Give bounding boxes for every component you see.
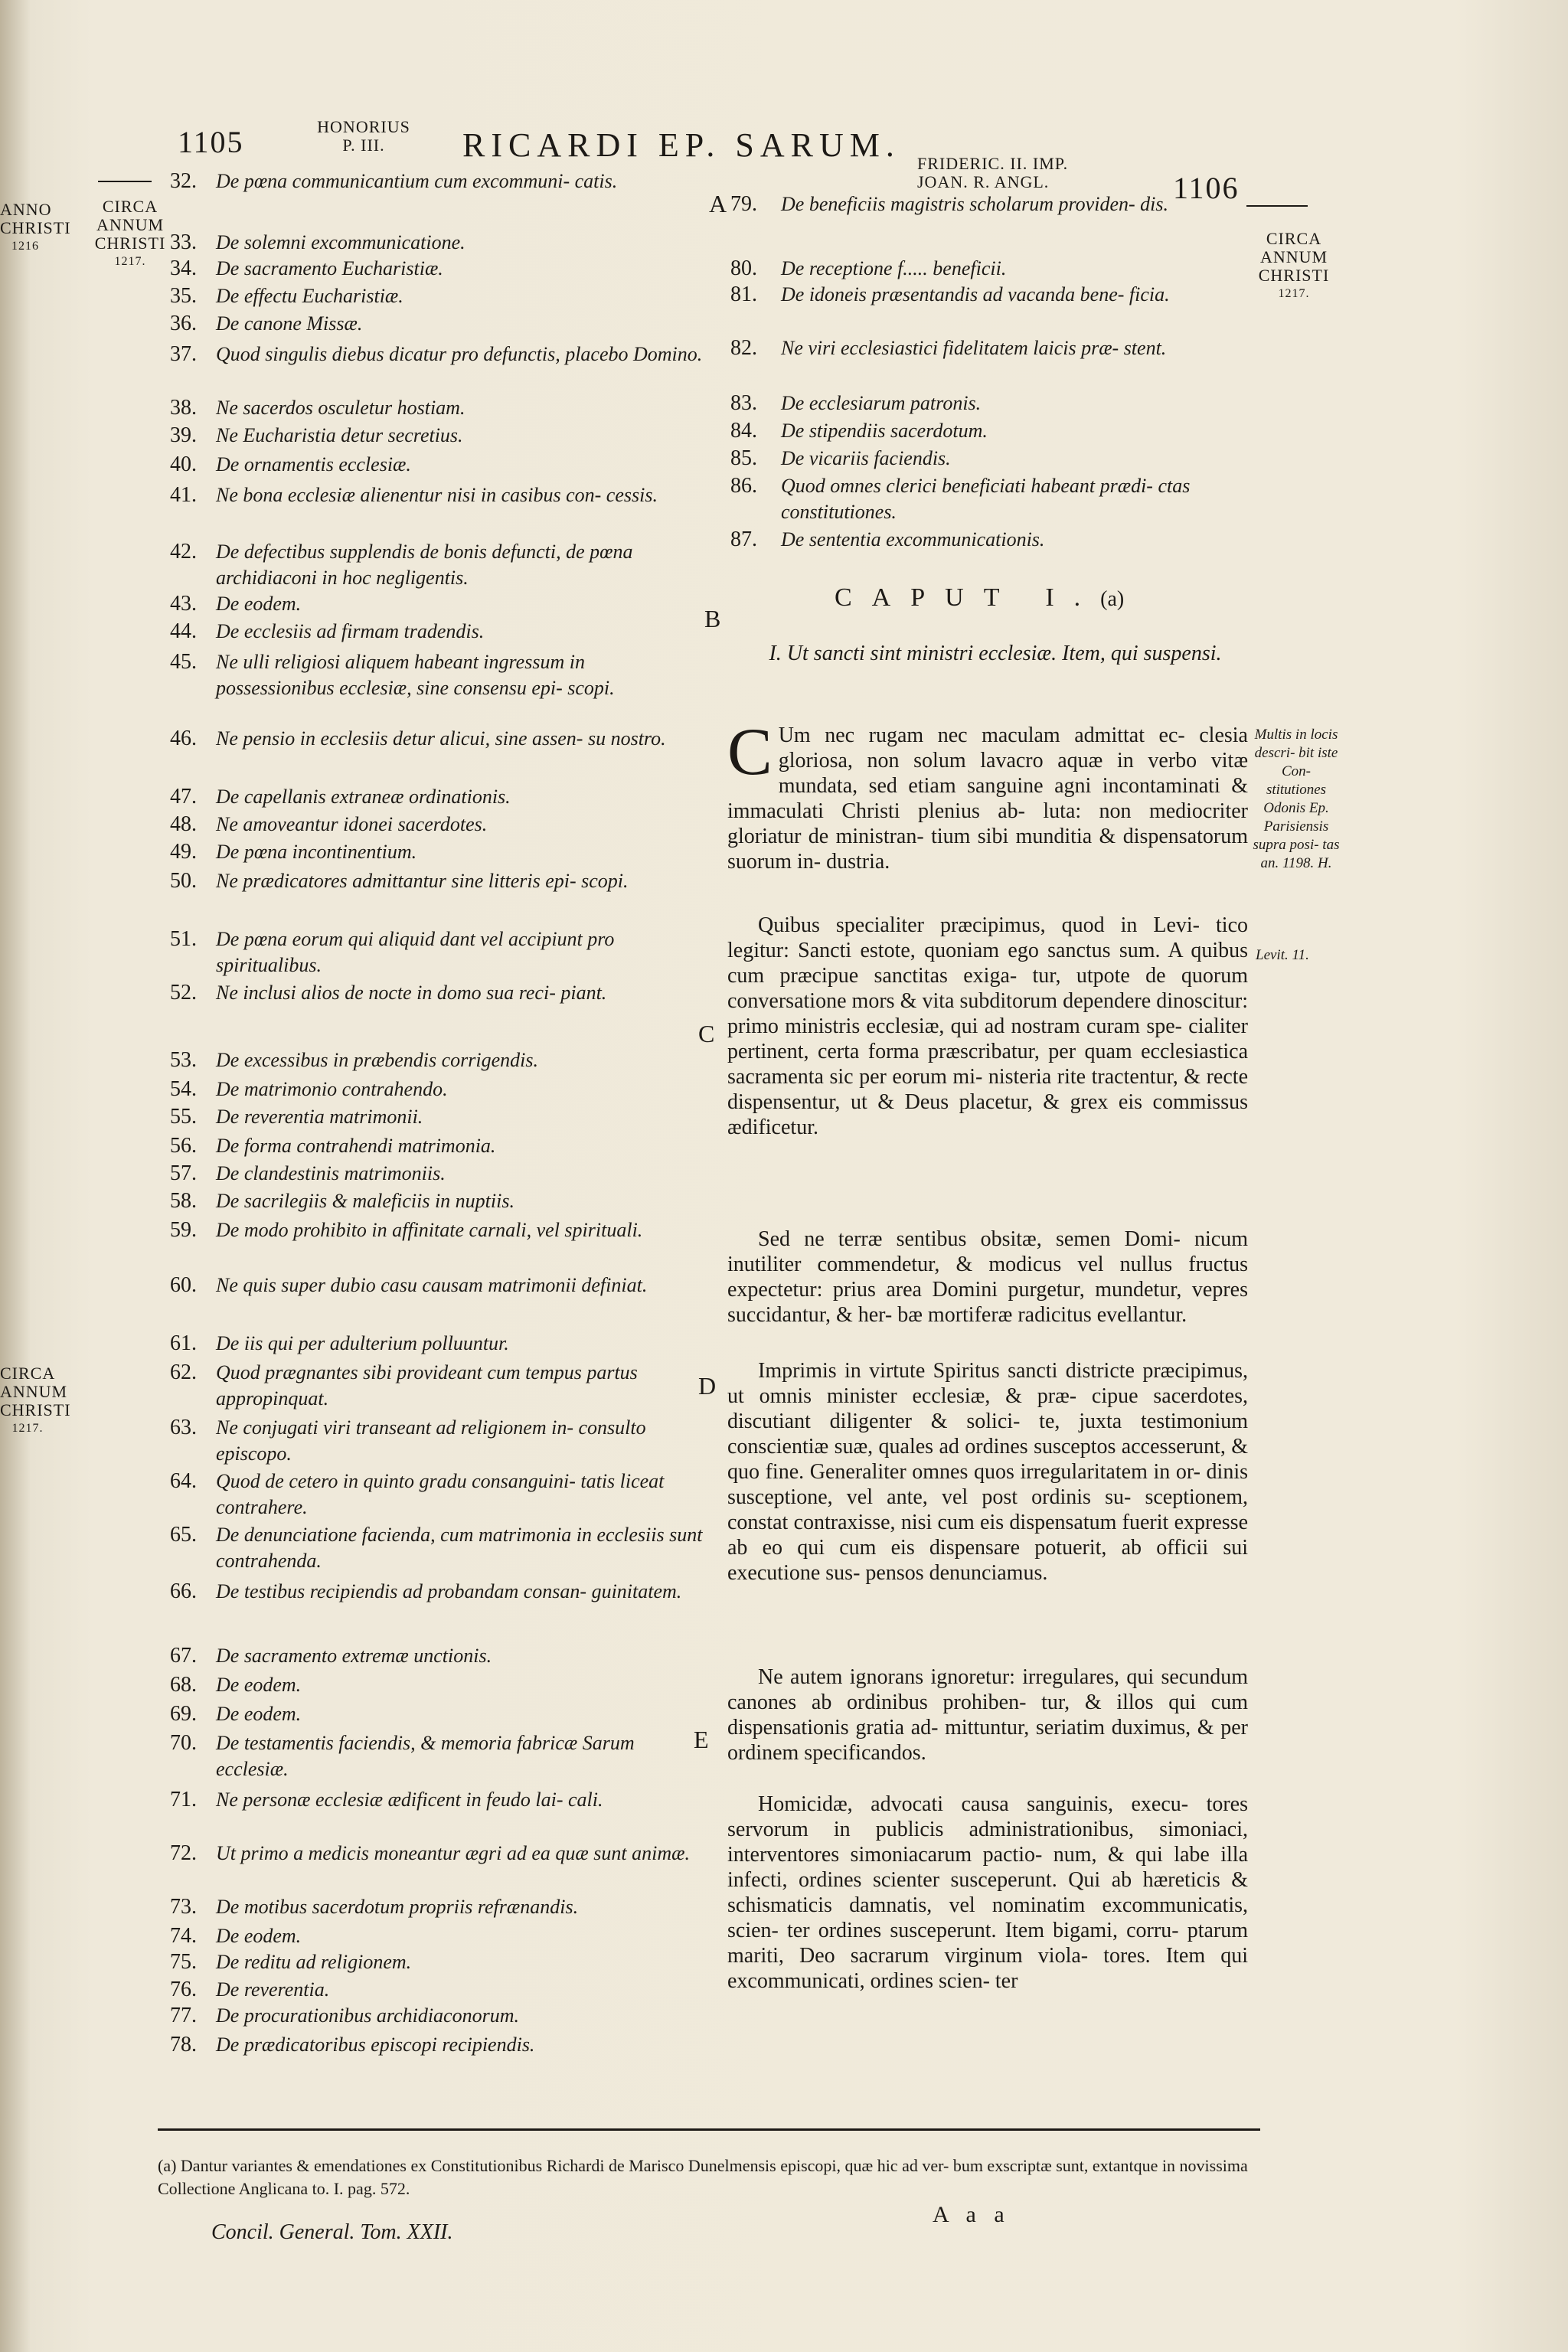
toc-entry-number: 37. — [170, 342, 197, 366]
toc-entry — [170, 283, 706, 309]
body-paragraph-2: Quibus specialiter præcipimus, quod in Levi- tico legitur: Sancti estote, quoniam ego sanctus sum. A quibus cum præcipue sanctitas exiga- tur, utpote de quorum conversatione mors & vita subditorum dependere dinoscitur: primo ministris ecclesiæ, qui ad nostram curam spe- cialiter pertinent, certa forma præscribatur, per quam ecclesiastica sacramenta sic per eorum mi- nisteria rite tractentur, & recte dispensentur, ut & Deus placetur, & grex eis commissus ædificetur. — [727, 913, 1248, 1139]
circa-line-3: CHRISTI — [94, 234, 166, 253]
toc-entry — [170, 839, 706, 865]
header-rule-left — [98, 181, 152, 182]
toc-entry — [730, 473, 1251, 525]
toc-entry-number: 58. — [170, 1189, 197, 1213]
toc-entry — [170, 1076, 706, 1102]
toc-entry — [170, 868, 706, 894]
toc-entry — [170, 980, 706, 1006]
circa-line-1: CIRCA — [1266, 229, 1322, 248]
toc-entry — [730, 527, 1251, 553]
toc-entry — [730, 282, 1251, 308]
toc-entry-title: De pœna incontinentium. — [216, 841, 417, 863]
toc-entry-title: De iis qui per adulterium polluuntur. — [216, 1332, 509, 1354]
toc-entry-title: De denunciatione facienda, cum matrimonia in ecclesiis sunt contrahenda. — [216, 1524, 703, 1572]
toc-entry-number: 66. — [170, 1579, 197, 1603]
page-number-right: 1106 — [1173, 171, 1240, 205]
toc-entry-title: De eodem. — [216, 1674, 302, 1696]
ruler-label — [917, 155, 1116, 191]
toc-entry-number: 84. — [730, 419, 757, 443]
toc-entry-title: De capellanis extraneæ ordinationis. — [216, 786, 511, 808]
toc-entry — [170, 1104, 706, 1130]
toc-entry — [170, 395, 706, 421]
section-letter-a: A — [709, 190, 727, 217]
toc-entry — [170, 1672, 706, 1698]
toc-entry-title: De eodem. — [216, 1925, 302, 1947]
toc-entry — [170, 1949, 706, 1975]
caput-heading — [835, 583, 1124, 612]
toc-entry-title: De sacramento Eucharistiæ. — [216, 257, 443, 279]
anno-christi-note — [0, 200, 71, 256]
toc-entry — [730, 418, 1251, 444]
caput-footnote-ref: (a) — [1100, 587, 1125, 611]
toc-entry-title: De ornamentis ecclesiæ. — [216, 453, 411, 475]
ruler-line-1: FRIDERIC. II. IMP. — [917, 154, 1069, 173]
toc-entry-number: 65. — [170, 1523, 197, 1547]
toc-entry-title: De reverentia matrimonii. — [216, 1106, 423, 1128]
paragraph-1-text: Um nec rugam nec maculam admittat ec- clesia gloriosa, non solum lavacro aquæ in verbo vitæ mundata, sed etiam sanguine agni incontaminati & immaculati Christi plenius ab- luta: non mediocriter gloriatur de ministran- tium sibi munditia & dispensatorum suorum in- dustria. — [727, 724, 1248, 874]
toc-entry-number: 46. — [170, 727, 197, 750]
toc-entry — [170, 649, 706, 701]
toc-entry-title: Ne sacerdos osculetur hostiam. — [216, 397, 466, 419]
toc-entry-number: 51. — [170, 927, 197, 951]
toc-entry-number: 32. — [170, 169, 197, 193]
toc-entry-title: Ut primo a medicis moneantur ægri ad ea quæ sunt animæ. — [216, 1842, 690, 1864]
toc-entry-title: De sacramento extremæ unctionis. — [216, 1645, 492, 1667]
toc-entry-number: 36. — [170, 312, 197, 335]
toc-entry — [730, 446, 1251, 472]
toc-entry-title: De eodem. — [216, 1703, 302, 1725]
toc-entry-number: 68. — [170, 1673, 197, 1697]
toc-entry-number: 33. — [170, 230, 197, 254]
section-letter-d: D — [698, 1372, 717, 1400]
toc-entry-number: 55. — [170, 1105, 197, 1129]
circa-line-4: 1217. — [11, 1422, 44, 1435]
toc-entry — [730, 256, 1251, 282]
toc-entry — [730, 191, 1251, 217]
margin-note-multis: Multis in locis descri- bit iste Con- stitutiones Odonis Ep. Parisiensis supra posi- tas an. 1198. H. — [1253, 727, 1340, 871]
pontiff-line-2: P. III. — [342, 136, 385, 155]
toc-entry-title: Ne pensio in ecclesiis detur alicui, sine assen- su nostro. — [216, 727, 666, 750]
toc-entry-number: 82. — [730, 336, 757, 360]
toc-entry — [170, 423, 706, 449]
toc-entry-number: 76. — [170, 1978, 197, 2001]
toc-entry — [730, 390, 1251, 416]
toc-entry-number: 48. — [170, 812, 197, 836]
toc-entry-title: Ne quis super dubio casu causam matrimonii definiat. — [216, 1274, 648, 1296]
toc-entry — [170, 1217, 706, 1243]
toc-entry-number: 52. — [170, 981, 197, 1004]
toc-entry-number: 63. — [170, 1416, 197, 1439]
page-number-left: 1105 — [178, 125, 244, 159]
toc-entry-number: 34. — [170, 256, 197, 280]
toc-left-column — [170, 168, 706, 2067]
toc-entry — [170, 539, 706, 591]
toc-entry-title: De vicariis faciendis. — [781, 447, 951, 469]
circa-line-4: 1217. — [114, 255, 146, 268]
toc-entry-title: Ne bona ecclesiæ alienentur nisi in casibus con- cessis. — [216, 484, 658, 506]
toc-entry — [170, 619, 706, 645]
toc-entry-number: 45. — [170, 650, 197, 674]
toc-entry — [170, 1923, 706, 1949]
toc-entry-title: De pœna eorum qui aliquid dant vel accipiunt pro spiritualibus. — [216, 928, 615, 976]
body-paragraph-4: Imprimis in virtute Spiritus sancti districte præcipimus, ut omnis minister ecclesiæ, & præ- cipue sacerdotes, discutiant diligenter & solici- te, juxta testimonium conscientiæ suæ, quales ad ordines susceptos accesserunt, & quo fine. Generaliter omnes quos irregularitatem in or- dinis susceptione, vel ante, vel post ordinis su- sceptionem, constat contraxisse, nisi cum eis dispensatum fuerit expresse ab eo qui cum eis dispensare potuerit, ab officii sui executione sus- pensos denunciamus. — [727, 1359, 1248, 1585]
toc-entry — [170, 726, 706, 752]
toc-entry-title: Ne inclusi alios de nocte in domo sua reci- piant. — [216, 982, 607, 1004]
drop-cap: C — [727, 715, 773, 789]
toc-entry-number: 47. — [170, 785, 197, 808]
caput-title: CAPUT I. — [835, 583, 1101, 612]
toc-entry-title: De pœna communicantium cum excommuni- catis. — [216, 170, 618, 192]
toc-entry-title: De solemni excommunicatione. — [216, 231, 466, 253]
pontiff-line-1: HONORIUS — [317, 117, 410, 136]
toc-entry-number: 39. — [170, 423, 197, 447]
toc-entry-number: 41. — [170, 483, 197, 507]
section-letter-e: E — [694, 1726, 709, 1753]
toc-entry — [170, 591, 706, 617]
toc-entry-number: 59. — [170, 1218, 197, 1242]
toc-entry-title: De testamentis faciendis, & memoria fabricæ Sarum ecclesiæ. — [216, 1732, 635, 1780]
toc-entry-number: 86. — [730, 474, 757, 498]
toc-entry — [170, 1579, 706, 1605]
toc-entry-title: De reditu ad religionem. — [216, 1951, 412, 1973]
chapter-heading: I. Ut sancti sint ministri ecclesiæ. Item, qui suspensi. — [769, 642, 1222, 665]
toc-entry-title: Quod omnes clerici beneficiati habeant prædi- ctas constitutiones. — [781, 475, 1191, 523]
toc-entry-title: De excessibus in præbendis corrigendis. — [216, 1049, 539, 1071]
circa-line-2: ANNUM — [0, 1382, 68, 1401]
toc-entry — [170, 1787, 706, 1813]
toc-entry — [170, 452, 706, 478]
toc-entry-title: Ne viri ecclesiastici fidelitatem laicis præ- stent. — [781, 337, 1167, 359]
toc-entry-number: 85. — [730, 446, 757, 470]
toc-entry-title: De idoneis præsentandis ad vacanda bene- ficia. — [781, 283, 1170, 305]
toc-entry-title: De receptione f..... beneficii. — [781, 257, 1007, 279]
collection-footer: Concil. General. Tom. XXII. — [211, 2220, 453, 2244]
toc-entry — [170, 784, 706, 810]
toc-entry-number: 50. — [170, 869, 197, 893]
toc-entry — [170, 2003, 706, 2029]
page-title: RICARDI EP. SARUM. — [462, 126, 900, 164]
toc-entry-number: 35. — [170, 284, 197, 308]
footnote-rule — [158, 2128, 1260, 2131]
toc-entry-number: 40. — [170, 452, 197, 476]
toc-entry — [170, 1522, 706, 1574]
toc-entry-title: Quod de cetero in quinto gradu consanguini- tatis liceat contrahere. — [216, 1470, 665, 1518]
toc-entry-title: Ne personæ ecclesiæ ædificent in feudo lai- cali. — [216, 1788, 603, 1811]
toc-entry-title: De testibus recipiendis ad probandam consan- guinitatem. — [216, 1580, 682, 1602]
toc-entry-number: 74. — [170, 1924, 197, 1948]
footnote: (a) Dantur variantes & emendationes ex Constitutionibus Richardi de Marisco Dunelmensis episcopi, quæ hic ad ver- bum exscriptæ sunt, extantque in novissima Collectione Anglicana to. I. pag. 572. — [158, 2156, 1248, 2198]
body-paragraph-1 — [727, 715, 1248, 874]
toc-entry-number: 73. — [170, 1895, 197, 1919]
circa-line-2: ANNUM — [1259, 247, 1328, 266]
toc-entry-number: 72. — [170, 1841, 197, 1865]
anno-line-1: ANNO — [0, 200, 52, 219]
margin-note-levit: Levit. 11. — [1256, 947, 1309, 963]
toc-entry — [170, 1468, 706, 1521]
toc-entry-number: 49. — [170, 840, 197, 864]
toc-entry — [170, 1730, 706, 1782]
toc-entry — [170, 168, 706, 194]
circa-annum-note-right — [1248, 230, 1340, 303]
toc-entry — [170, 1047, 706, 1073]
toc-entry-title: De clandestinis matrimoniis. — [216, 1162, 446, 1184]
toc-entry-number: 42. — [170, 540, 197, 564]
toc-entry-number: 43. — [170, 592, 197, 616]
toc-entry-number: 80. — [730, 256, 757, 280]
toc-entry-number: 67. — [170, 1644, 197, 1668]
toc-right-column — [730, 191, 1251, 559]
toc-entry-title: Quod singulis diebus dicatur pro defunctis, placebo Domino. — [216, 343, 703, 365]
toc-entry-title: De sacrilegiis & maleficiis in nuptiis. — [216, 1190, 514, 1212]
toc-entry-number: 57. — [170, 1161, 197, 1185]
toc-entry-number: 78. — [170, 2033, 197, 2056]
anno-line-2: CHRISTI — [0, 218, 71, 237]
toc-entry — [170, 1643, 706, 1669]
toc-entry-title: De reverentia. — [216, 1978, 330, 2001]
toc-entry-title: De canone Missæ. — [216, 312, 363, 335]
signature-mark: A a a — [933, 2202, 1011, 2227]
toc-entry — [170, 341, 706, 368]
toc-entry — [170, 1977, 706, 2003]
toc-entry-number: 62. — [170, 1361, 197, 1384]
toc-entry-title: De modo prohibito in affinitate carnali, vel spirituali. — [216, 1219, 643, 1241]
toc-entry-number: 75. — [170, 1950, 197, 1974]
toc-entry — [170, 230, 706, 256]
body-paragraph-5: Ne autem ignorans ignoretur: irregulares, qui secundum canones ab ordinibus prohiben- tur, & illos qui cum dispensationis gratia ad- mittuntur, seriatim duximus, & per ordinem specificandos. — [727, 1665, 1248, 1765]
toc-entry-title: De matrimonio contrahendo. — [216, 1078, 448, 1100]
circa-annum-note-left-top — [93, 198, 167, 271]
pontiff-label — [295, 118, 433, 155]
toc-entry — [170, 1894, 706, 1920]
toc-entry-title: Ne conjugati viri transeant ad religionem in- consulto episcopo. — [216, 1416, 646, 1465]
toc-entry — [170, 1841, 706, 1867]
toc-entry — [170, 1701, 706, 1727]
circa-line-2: ANNUM — [96, 215, 165, 234]
toc-entry-title: De beneficiis magistris scholarum providen- dis. — [781, 193, 1168, 215]
header-rule-right — [1246, 205, 1308, 207]
circa-line-1: CIRCA — [102, 197, 158, 216]
toc-entry-title: Quod prægnantes sibi provideant cum tempus partus appropinquat. — [216, 1361, 638, 1410]
body-paragraph-6: Homicidæ, advocati causa sanguinis, execu- tores servorum in publicis administrationibus, simoniaci, interventores simoniacarum pactio- num, & qui labe illa infecti, ordines scienter susceperunt. Qui ab hæreticis & schismaticis damnatis, vel nominatim excommunicatis, scien- ter ordines susceperunt. Item bigami, corru- ptarum mariti, Deo sacrarum virginum viola- tores. Item qui excommunicati, ordines scien- ter — [727, 1792, 1248, 1993]
toc-entry-number: 44. — [170, 619, 197, 643]
toc-entry-title: De forma contrahendi matrimonia. — [216, 1135, 496, 1157]
circa-annum-note-left-bottom — [0, 1364, 71, 1438]
toc-entry-title: Ne Eucharistia detur secretius. — [216, 424, 463, 446]
toc-entry-title: De motibus sacerdotum propriis refrænandis. — [216, 1896, 579, 1918]
toc-entry — [170, 1331, 706, 1357]
toc-entry-title: Ne prædicatores admittantur sine litteris epi- scopi. — [216, 870, 629, 892]
toc-entry-number: 77. — [170, 2004, 197, 2027]
toc-entry-title: De ecclesiis ad firmam tradendis. — [216, 620, 485, 642]
toc-entry-number: 71. — [170, 1788, 197, 1811]
toc-entry-number: 61. — [170, 1331, 197, 1355]
toc-entry-title: De sententia excommunicationis. — [781, 528, 1045, 550]
toc-entry-title: De stipendiis sacerdotum. — [781, 420, 988, 442]
toc-entry — [170, 812, 706, 838]
toc-entry-number: 87. — [730, 528, 757, 551]
circa-line-1: CIRCA — [0, 1364, 56, 1383]
toc-entry — [170, 482, 706, 508]
toc-entry-title: Ne ulli religiosi aliquem habeant ingressum in possessionibus ecclesiæ, sine consensu epi- scopi. — [216, 651, 615, 699]
circa-line-3: CHRISTI — [0, 1400, 71, 1419]
toc-entry — [170, 1161, 706, 1187]
ruler-line-2: JOAN. R. ANGL. — [917, 172, 1050, 191]
toc-entry-number: 70. — [170, 1731, 197, 1755]
circa-line-4: 1217. — [1278, 287, 1310, 300]
toc-entry — [170, 926, 706, 978]
toc-entry — [170, 1188, 706, 1214]
toc-entry-number: 83. — [730, 391, 757, 415]
toc-entry-title: De eodem. — [216, 593, 302, 615]
toc-entry-number: 38. — [170, 396, 197, 420]
toc-entry-number: 53. — [170, 1048, 197, 1072]
toc-entry-title: De prædicatoribus episcopi recipiendis. — [216, 2034, 535, 2056]
toc-entry-title: De procurationibus archidiaconorum. — [216, 2004, 519, 2027]
toc-entry-number: 79. — [730, 192, 757, 216]
toc-entry-number: 81. — [730, 283, 757, 306]
toc-entry — [170, 1415, 706, 1467]
anno-line-3: 1216 — [11, 240, 39, 253]
toc-entry — [170, 2032, 706, 2058]
toc-entry — [170, 311, 706, 337]
toc-entry-number: 64. — [170, 1469, 197, 1493]
toc-entry — [170, 1360, 706, 1412]
toc-entry — [170, 256, 706, 282]
toc-entry — [170, 1272, 706, 1298]
toc-entry — [170, 1133, 706, 1159]
toc-entry-number: 54. — [170, 1077, 197, 1101]
toc-entry-title: Ne amoveantur idonei sacerdotes. — [216, 813, 488, 835]
toc-entry-title: De ecclesiarum patronis. — [781, 392, 982, 414]
body-paragraph-3: Sed ne terræ sentibus obsitæ, semen Domi- nicum inutiliter commendetur, & modicus vel nullus fructus expectetur: prius area Domini purgetur, mundetur, vepres succidantur, & her- bæ mortiferæ radicitus evellantur. — [727, 1227, 1248, 1327]
toc-entry — [730, 335, 1251, 361]
circa-line-3: CHRISTI — [1258, 266, 1330, 285]
section-letter-b: B — [704, 605, 721, 632]
toc-entry-number: 60. — [170, 1273, 197, 1297]
toc-entry-title: De effectu Eucharistiæ. — [216, 285, 403, 307]
toc-entry-number: 56. — [170, 1134, 197, 1158]
toc-entry-number: 69. — [170, 1702, 197, 1726]
toc-entry-title: De defectibus supplendis de bonis defuncti, de pœna archidiaconi in hoc negligentis. — [216, 541, 633, 589]
section-letter-c: C — [698, 1020, 715, 1047]
